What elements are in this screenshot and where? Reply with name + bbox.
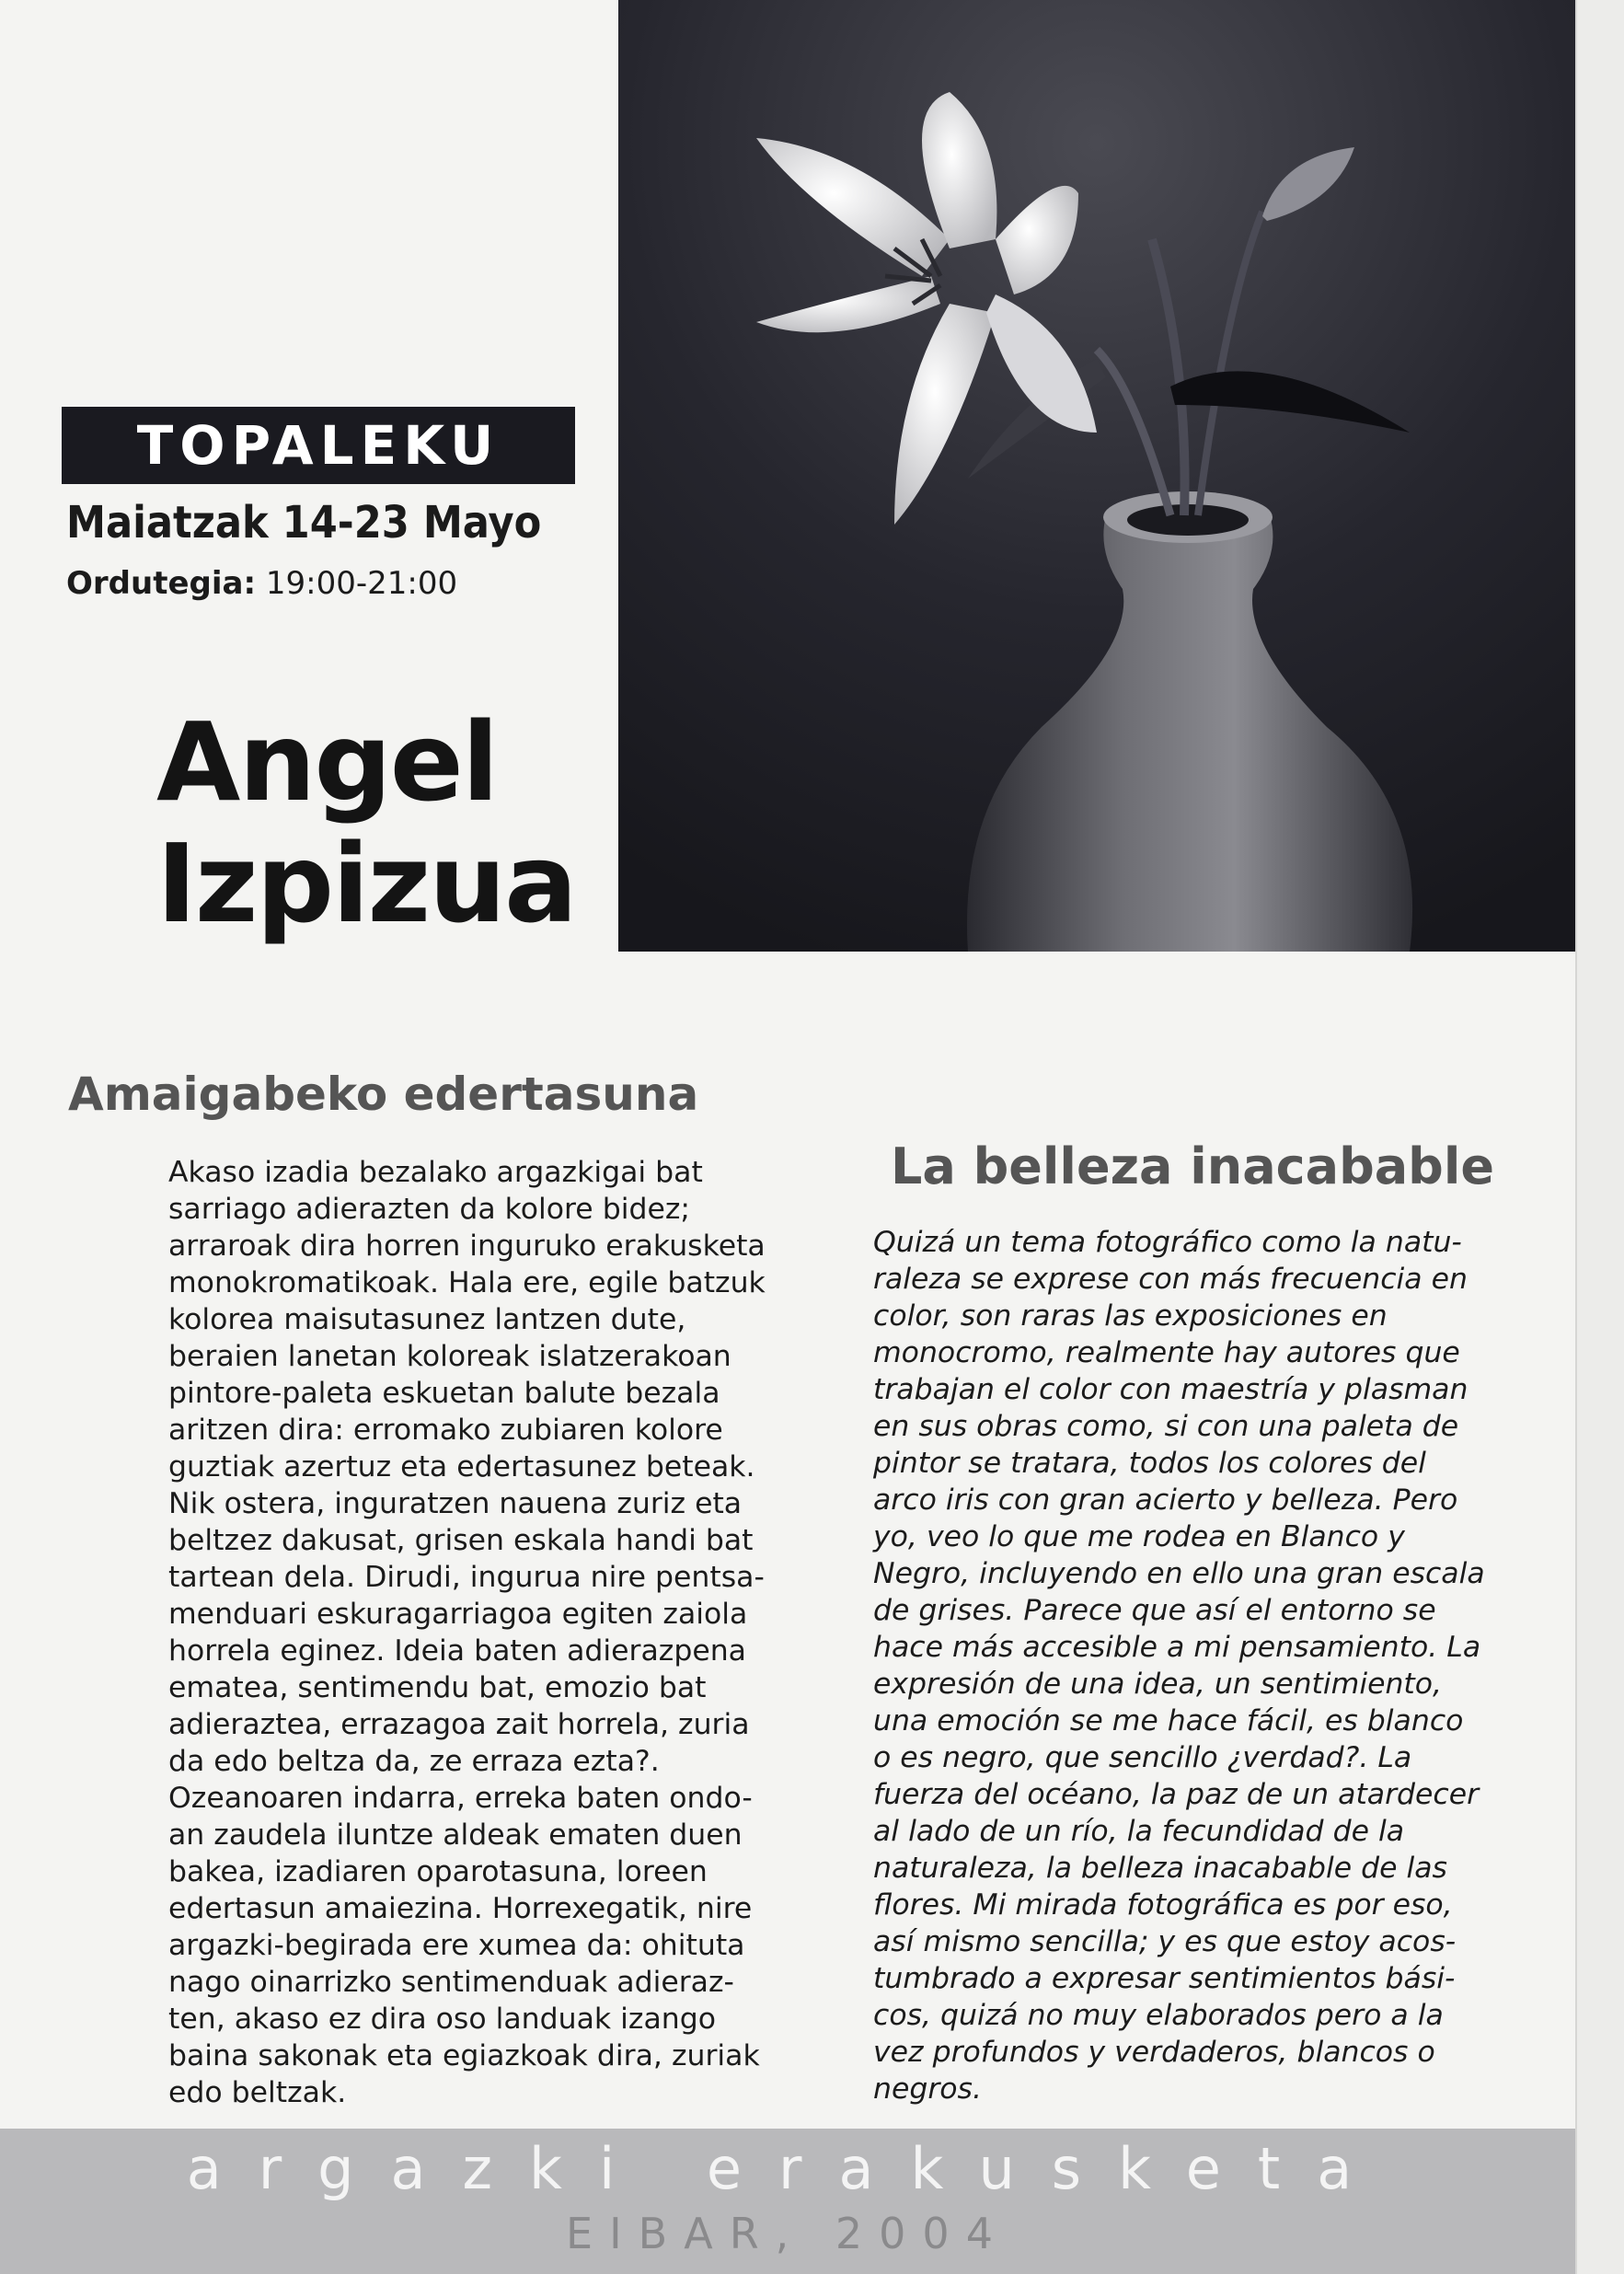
text-line: tumbrado a expresar sentimientos bási- <box>873 1962 1456 1995</box>
text-line: sarriago adierazten da kolore bidez; <box>168 1193 690 1226</box>
text-line: Akaso izadia bezalako argazkigai bat <box>168 1156 703 1189</box>
text-line: horrela eginez. Ideia baten adierazpena <box>168 1634 746 1668</box>
text-line: fuerza del océano, la paz de un atardecer <box>873 1778 1480 1811</box>
text-line: an zaudela iluntze aldeak ematen duen <box>168 1818 743 1852</box>
text-line: al lado de un río, la fecundidad de la <box>873 1815 1405 1848</box>
text-line: pintore-paleta eskuetan balute bezala <box>168 1377 720 1410</box>
text-line: color, son raras las exposiciones en <box>873 1299 1388 1333</box>
event-hours <box>66 565 457 602</box>
text-line: en sus obras como, si con una paleta de <box>873 1410 1459 1443</box>
text-line: argazki-begirada ere xumea da: ohituta <box>168 1929 745 1962</box>
spanish-text <box>873 1224 1545 2107</box>
text-line: ten, akaso ez dira oso landuak izango <box>168 2003 716 2036</box>
text-line: Negro, incluyendo en ello una gran escala <box>873 1557 1485 1590</box>
footer-title: argazki erakusketa <box>186 2135 1389 2202</box>
text-line: Ozeanoaren indarra, erreka baten ondo- <box>168 1782 753 1815</box>
text-line: monokromatikoak. Hala ere, egile batzuk <box>168 1266 766 1299</box>
text-line: una emoción se me hace fácil, es blanco <box>873 1704 1464 1737</box>
text-line: nago oinarrizko sentimenduak adieraz- <box>168 1966 734 1999</box>
spanish-title: La belleza inacabable <box>891 1137 1494 1195</box>
text-line: flores. Mi mirada fotográfica es por eso, <box>873 1888 1453 1922</box>
text-line: Quizá un tema fotográfico como la natu- <box>873 1226 1462 1259</box>
text-line: raleza se exprese con más frecuencia en <box>873 1263 1468 1296</box>
event-dates: Maiatzak 14-23 Mayo <box>66 497 542 548</box>
text-line: aritzen dira: erromako zubiaren kolore <box>168 1414 723 1447</box>
text-line: de grises. Parece que así el entorno se <box>873 1594 1436 1627</box>
basque-title: Amaigabeko edertasuna <box>68 1068 699 1121</box>
text-line: kolorea maisutasunez lantzen dute, <box>168 1303 686 1336</box>
artist-name <box>156 698 576 947</box>
text-line: yo, veo lo que me rodea en Blanco y <box>873 1520 1405 1553</box>
venue-banner: TOPALEKU <box>62 407 575 484</box>
text-line: beraien lanetan koloreak islatzerakoan <box>168 1340 731 1373</box>
basque-text <box>168 1154 831 2111</box>
text-line: menduari eskuragarriagoa egiten zaiola <box>168 1598 748 1631</box>
text-line: cos, quizá no muy elaborados pero a la <box>873 1999 1444 2032</box>
text-line: monocromo, realmente hay autores que <box>873 1336 1460 1369</box>
text-line: hace más accesible a mi pensamiento. La <box>873 1631 1481 1664</box>
page-edge <box>1575 0 1624 2274</box>
text-line: arraroak dira horren inguruko erakusketa <box>168 1229 766 1263</box>
text-line: negros. <box>873 2072 982 2106</box>
hours-label: Ordutegia: <box>66 565 257 602</box>
hours-value: 19:00-21:00 <box>265 565 458 602</box>
text-line: así mismo sencilla; y es que estoy acos- <box>873 1925 1457 1958</box>
text-line: adieraztea, errazagoa zait horrela, zuria <box>168 1708 750 1741</box>
lily-photo <box>618 0 1575 952</box>
text-line: da edo beltza da, ze erraza ezta?. <box>168 1745 660 1778</box>
text-line: edo beltzak. <box>168 2076 347 2109</box>
text-line: arco iris con gran acierto y belleza. Pero <box>873 1483 1458 1517</box>
artist-last-name: Izpizua <box>156 820 576 947</box>
text-line: ematea, sentimendu bat, emozio bat <box>168 1671 707 1704</box>
text-line: pintor se tratara, todos los colores del <box>873 1447 1426 1480</box>
text-line: expresión de una idea, un sentimiento, <box>873 1668 1443 1701</box>
text-line: vez profundos y verdaderos, blancos o <box>873 2036 1435 2069</box>
text-line: bakea, izadiaren oparotasuna, loreen <box>168 1855 708 1888</box>
text-line: tartean dela. Dirudi, ingurua nire pentsa- <box>168 1561 765 1594</box>
artist-first-name: Angel <box>156 698 498 825</box>
footer-subtitle: EIBAR, 2004 <box>566 2209 1009 2258</box>
text-line: beltzez dakusat, grisen eskala handi bat <box>168 1524 754 1557</box>
text-line: naturaleza, la belleza inacabable de las <box>873 1852 1447 1885</box>
text-line: trabajan el color con maestría y plasman <box>873 1373 1469 1406</box>
text-line: edertasun amaiezina. Horrexegatik, nire <box>168 1892 753 1925</box>
text-line: guztiak azertuz eta edertasunez beteak. <box>168 1450 755 1483</box>
text-line: o es negro, que sencillo ¿verdad?. La <box>873 1741 1412 1774</box>
text-line: Nik ostera, inguratzen nauena zuriz eta <box>168 1487 743 1520</box>
text-line: baina sakonak eta egiazkoak dira, zuriak <box>168 2039 760 2072</box>
